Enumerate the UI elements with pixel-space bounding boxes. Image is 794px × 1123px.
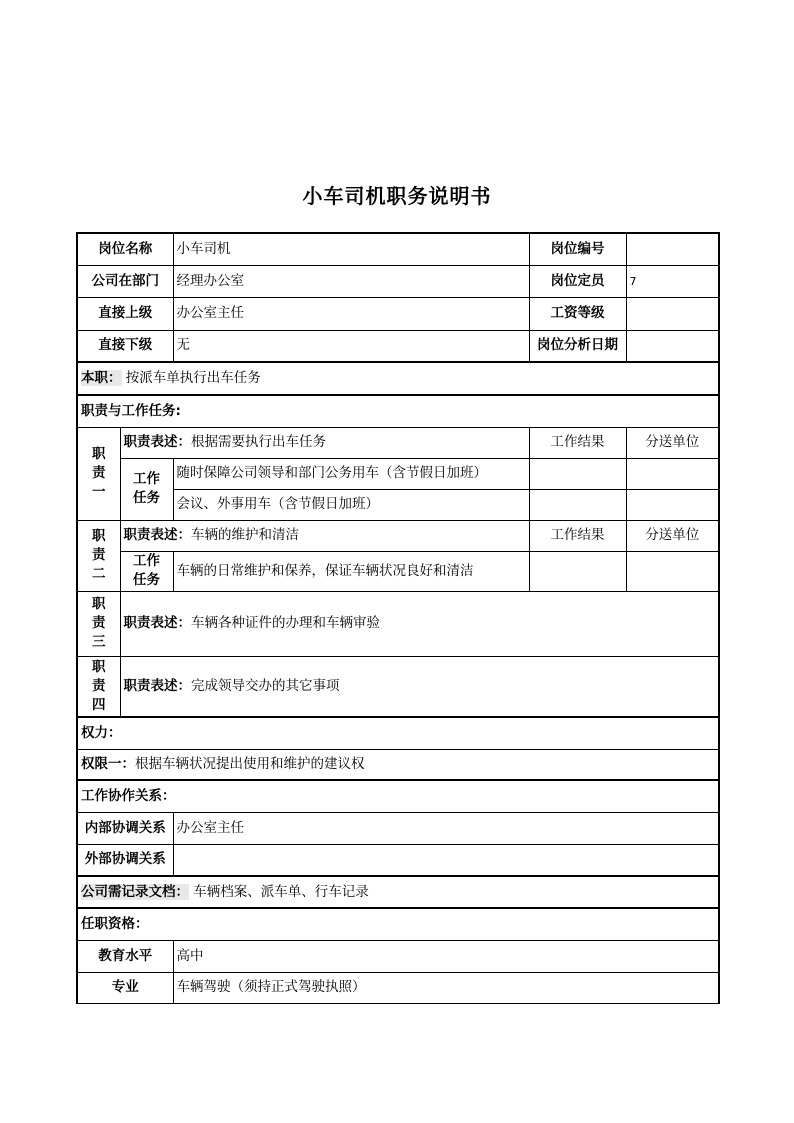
internal-relation-value: 办公室主任 (173, 812, 719, 844)
duty1-task-2-result (529, 489, 626, 520)
duty1-task-row-1 (77, 458, 719, 489)
duty3-row (77, 591, 719, 656)
duty1-task-1-send (626, 458, 719, 489)
relations-section-label: 工作协作关系： (77, 780, 719, 812)
external-relation-label: 外部协调关系 (77, 844, 173, 876)
row-education (77, 940, 719, 972)
row-duty (77, 362, 719, 395)
row-relations-section (77, 780, 719, 812)
row-subordinate (77, 330, 719, 362)
education-value: 高中 (173, 940, 719, 972)
duty1-label: 职 责 一 (77, 427, 120, 520)
internal-relation-label: 内部协调关系 (77, 812, 173, 844)
major-label: 专业 (77, 972, 173, 1003)
duty4-desc: 职责表述：完成领导交办的其它事项 (120, 656, 719, 717)
row-tasks-section (77, 395, 719, 427)
row-external-relation (77, 844, 719, 876)
headcount-label: 岗位定员 (529, 265, 626, 297)
duty1-task-row-2 (77, 489, 719, 520)
duty1-task-2: 会议、外事用车（含节假日加班） (173, 489, 529, 520)
row-authority-item (77, 749, 719, 780)
job-description-table (76, 232, 720, 1004)
analysis-date-label: 岗位分析日期 (529, 330, 626, 362)
duty2-work-task-label: 工作 任务 (120, 551, 173, 591)
duty-text: 按派车单执行出车任务 (125, 370, 261, 386)
dept-label: 公司在部门 (77, 265, 173, 297)
authority-section-label: 权力： (77, 717, 719, 749)
row-post-name (77, 233, 719, 265)
duty2-task-row-1 (77, 551, 719, 591)
row-authority-section (77, 717, 719, 749)
duty2-result-header: 工作结果 (529, 520, 626, 551)
row-superior (77, 297, 719, 330)
row-internal-relation (77, 812, 719, 844)
duty2-task-1-send (626, 551, 719, 591)
duty3-label: 职 责 三 (77, 591, 120, 656)
records-text: 车辆档案、派车单、行车记录 (193, 883, 369, 900)
duty2-task-1: 车辆的日常维护和保养，保证车辆状况良好和清洁 (173, 551, 529, 591)
duty4-row (77, 656, 719, 717)
analysis-date-value (626, 330, 719, 362)
education-label: 教育水平 (77, 940, 173, 972)
authority-item-label: 权限一： (81, 755, 135, 772)
post-name-label: 岗位名称 (77, 233, 173, 265)
duty1-send-header: 分送单位 (626, 427, 719, 458)
duty2-send-header: 分送单位 (626, 520, 719, 551)
duty4-label: 职 责 四 (77, 656, 120, 717)
external-relation-value (173, 844, 719, 876)
page-title: 小车司机职务说明书 (302, 184, 492, 208)
headcount-value: 7 (626, 265, 719, 297)
qualification-section-label: 任职资格： (77, 908, 719, 940)
salary-label: 工资等级 (529, 297, 626, 330)
superior-label: 直接上级 (77, 297, 173, 330)
dept-value: 经理办公室 (173, 265, 529, 297)
duty1-header-row (77, 427, 719, 458)
duty2-task-1-result (529, 551, 626, 591)
subordinate-value: 无 (173, 330, 529, 362)
row-records (77, 876, 719, 908)
post-no-value (626, 233, 719, 265)
authority-item (77, 749, 719, 780)
row-major (77, 972, 719, 1003)
records-label: 公司需记录文档： (81, 883, 189, 900)
post-name-value: 小车司机 (173, 233, 529, 265)
duty2-desc: 职责表述：车辆的维护和清洁 (120, 520, 529, 551)
post-no-label: 岗位编号 (529, 233, 626, 265)
duty1-result-header: 工作结果 (529, 427, 626, 458)
duty3-desc: 职责表述：车辆各种证件的办理和车辆审验 (120, 591, 719, 656)
duty2-label: 职 责 二 (77, 520, 120, 591)
duty-cell (77, 362, 719, 395)
authority-item-text: 根据车辆状况提出使用和维护的建议权 (135, 755, 365, 772)
duty1-work-task-label: 工作 任务 (120, 458, 173, 520)
superior-value: 办公室主任 (173, 297, 529, 330)
duty-label: 本职： (81, 370, 122, 386)
records-cell (77, 876, 719, 908)
subordinate-label: 直接下级 (77, 330, 173, 362)
row-qualification-section (77, 908, 719, 940)
tasks-section-label: 职责与工作任务: (77, 395, 719, 427)
duty1-desc: 职责表述：根据需要执行出车任务 (120, 427, 529, 458)
duty1-task-1: 随时保障公司领导和部门公务用车（含节假日加班） (173, 458, 529, 489)
duty2-header-row (77, 520, 719, 551)
salary-value (626, 297, 719, 330)
row-dept (77, 265, 719, 297)
major-value: 车辆驾驶（须持正式驾驶执照） (173, 972, 719, 1003)
duty1-task-1-result (529, 458, 626, 489)
duty1-task-2-send (626, 489, 719, 520)
